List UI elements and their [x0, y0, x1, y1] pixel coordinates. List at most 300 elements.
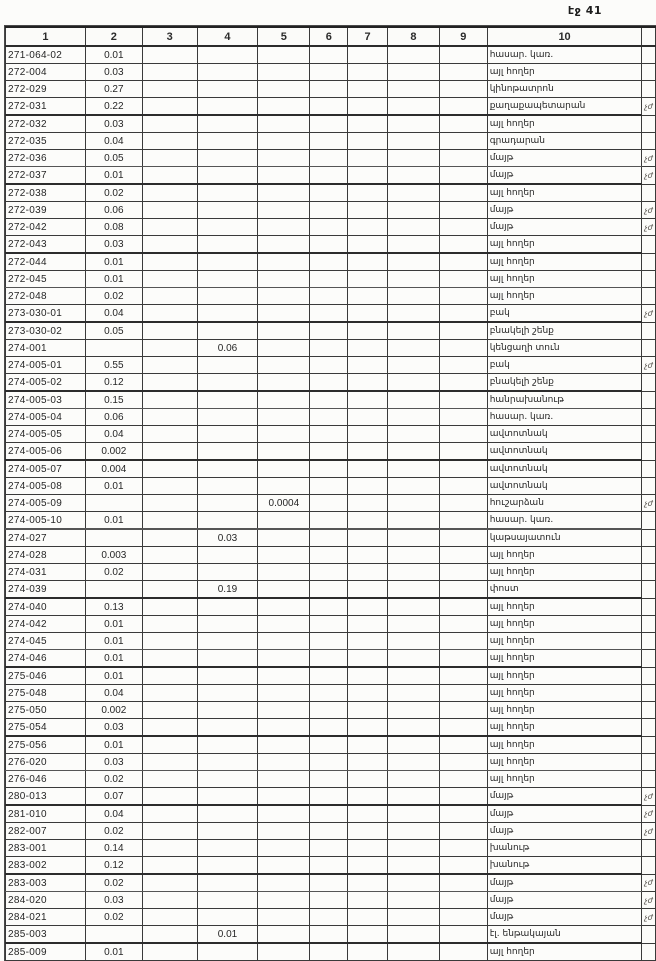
table-row — [6, 409, 656, 426]
cell-col3 — [142, 650, 197, 668]
cell-parcel-code: 274-027 — [6, 529, 86, 547]
cell-col3 — [142, 322, 197, 340]
cell-land-use: մայթ — [487, 219, 642, 236]
cell-area-col2: 0.02 — [85, 771, 142, 788]
cell-col9 — [439, 857, 487, 875]
margin-handwritten-mark: չժ — [642, 495, 656, 512]
cell-col7 — [348, 736, 388, 754]
cell-col7 — [348, 98, 388, 116]
cell-col3 — [142, 788, 197, 806]
margin-handwritten-mark — [642, 564, 656, 581]
cell-parcel-code: 271-064-02 — [6, 46, 86, 64]
cell-land-use: հանրախանութ — [487, 391, 642, 409]
cell-col6 — [310, 616, 348, 633]
cell-col8 — [388, 357, 440, 374]
cell-col9 — [439, 288, 487, 305]
cell-area-col5 — [258, 374, 310, 392]
cell-col7 — [348, 512, 388, 530]
margin-handwritten-mark — [642, 616, 656, 633]
cell-col7 — [348, 633, 388, 650]
cell-col3 — [142, 633, 197, 650]
cell-col7 — [348, 667, 388, 685]
table-row — [6, 253, 656, 271]
cell-land-use: այլ հողեր — [487, 685, 642, 702]
cell-parcel-code: 273-030-02 — [6, 322, 86, 340]
cell-col8 — [388, 305, 440, 323]
cell-area-col5 — [258, 81, 310, 98]
cell-parcel-code: 283-002 — [6, 857, 86, 875]
cell-col9 — [439, 426, 487, 443]
cell-land-use: այլ հողեր — [487, 598, 642, 616]
cell-col6 — [310, 874, 348, 892]
table-row — [6, 650, 656, 668]
cell-area-col2: 0.13 — [85, 598, 142, 616]
cell-col9 — [439, 719, 487, 737]
cell-col3 — [142, 564, 197, 581]
cell-col9 — [439, 943, 487, 961]
cell-area-col4 — [197, 46, 258, 64]
cell-parcel-code: 275-046 — [6, 667, 86, 685]
cell-area-col2 — [85, 340, 142, 357]
cell-col6 — [310, 495, 348, 512]
table-row — [6, 823, 656, 840]
table-row — [6, 874, 656, 892]
cell-col8 — [388, 736, 440, 754]
cell-area-col5 — [258, 754, 310, 771]
cell-col8 — [388, 374, 440, 392]
cell-col7 — [348, 685, 388, 702]
cell-parcel-code: 274-005-07 — [6, 460, 86, 478]
cell-col3 — [142, 115, 197, 133]
cell-area-col4 — [197, 547, 258, 564]
cell-parcel-code: 284-021 — [6, 909, 86, 926]
cell-area-col5 — [258, 305, 310, 323]
cell-col3 — [142, 909, 197, 926]
table-row — [6, 616, 656, 633]
cell-col9 — [439, 909, 487, 926]
cell-col8 — [388, 616, 440, 633]
table-row — [6, 478, 656, 495]
cell-col6 — [310, 202, 348, 219]
cell-land-use: այլ հողեր — [487, 236, 642, 254]
cell-area-col4 — [197, 460, 258, 478]
cell-area-col4 — [197, 650, 258, 668]
cell-col9 — [439, 805, 487, 823]
cell-area-col2: 0.22 — [85, 98, 142, 116]
cell-area-col4 — [197, 616, 258, 633]
cell-parcel-code: 275-048 — [6, 685, 86, 702]
cell-col9 — [439, 64, 487, 81]
table-row — [6, 150, 656, 167]
cell-area-col5 — [258, 219, 310, 236]
cell-area-col5 — [258, 253, 310, 271]
cell-col9 — [439, 46, 487, 64]
cell-col9 — [439, 495, 487, 512]
cell-area-col2: 0.01 — [85, 167, 142, 185]
margin-handwritten-mark — [642, 426, 656, 443]
cell-col6 — [310, 788, 348, 806]
margin-handwritten-mark — [642, 340, 656, 357]
cell-area-col4 — [197, 98, 258, 116]
cell-area-col2: 0.02 — [85, 909, 142, 926]
cell-col7 — [348, 874, 388, 892]
cell-col7 — [348, 719, 388, 737]
cell-area-col5 — [258, 115, 310, 133]
table-row — [6, 529, 656, 547]
table-row — [6, 81, 656, 98]
cell-area-col2: 0.06 — [85, 202, 142, 219]
cell-col8 — [388, 702, 440, 719]
cell-area-col4 — [197, 771, 258, 788]
cell-area-col5 — [258, 426, 310, 443]
cell-col9 — [439, 219, 487, 236]
cell-col6 — [310, 564, 348, 581]
cell-area-col4 — [197, 236, 258, 254]
cell-area-col2 — [85, 581, 142, 599]
cell-col7 — [348, 616, 388, 633]
cell-col3 — [142, 271, 197, 288]
cell-col3 — [142, 719, 197, 737]
cell-col8 — [388, 253, 440, 271]
cell-area-col2: 0.002 — [85, 702, 142, 719]
cell-col7 — [348, 81, 388, 98]
table-row — [6, 512, 656, 530]
cell-area-col2 — [85, 926, 142, 944]
cell-area-col2: 0.04 — [85, 133, 142, 150]
cell-col3 — [142, 374, 197, 392]
cell-col6 — [310, 167, 348, 185]
cell-col9 — [439, 754, 487, 771]
land-parcel-table — [5, 26, 656, 961]
cell-col6 — [310, 81, 348, 98]
cell-col3 — [142, 150, 197, 167]
cell-area-col4 — [197, 115, 258, 133]
cell-col9 — [439, 598, 487, 616]
cell-col7 — [348, 357, 388, 374]
cell-area-col2: 0.15 — [85, 391, 142, 409]
margin-handwritten-mark — [642, 719, 656, 737]
cell-area-col5 — [258, 512, 310, 530]
margin-handwritten-mark — [642, 529, 656, 547]
cell-col6 — [310, 340, 348, 357]
cell-col9 — [439, 667, 487, 685]
cell-col6 — [310, 98, 348, 116]
cell-parcel-code: 282-007 — [6, 823, 86, 840]
cell-land-use: բնակելի շենք — [487, 322, 642, 340]
table-row — [6, 788, 656, 806]
cell-col3 — [142, 581, 197, 599]
cell-col3 — [142, 409, 197, 426]
cell-col3 — [142, 443, 197, 461]
margin-handwritten-mark — [642, 667, 656, 685]
cell-col6 — [310, 840, 348, 857]
cell-parcel-code: 284-020 — [6, 892, 86, 909]
cell-col9 — [439, 581, 487, 599]
cell-parcel-code: 274-005-10 — [6, 512, 86, 530]
cell-area-col5 — [258, 857, 310, 875]
cell-land-use: այլ հողեր — [487, 667, 642, 685]
cell-col3 — [142, 236, 197, 254]
cell-area-col5 — [258, 564, 310, 581]
cell-col8 — [388, 771, 440, 788]
cell-col9 — [439, 926, 487, 944]
margin-handwritten-mark: չժ — [642, 150, 656, 167]
margin-handwritten-mark — [642, 46, 656, 64]
cell-col7 — [348, 322, 388, 340]
margin-handwritten-mark — [642, 391, 656, 409]
table-row — [6, 64, 656, 81]
cell-land-use: այլ հողեր — [487, 253, 642, 271]
cell-area-col5 — [258, 184, 310, 202]
cell-area-col5 — [258, 529, 310, 547]
cell-col9 — [439, 892, 487, 909]
cell-col8 — [388, 857, 440, 875]
cell-col7 — [348, 219, 388, 236]
cell-area-col4 — [197, 719, 258, 737]
cell-land-use: կաթսայատուն — [487, 529, 642, 547]
cell-col6 — [310, 547, 348, 564]
cell-land-use: մայթ — [487, 823, 642, 840]
cell-parcel-code: 272-044 — [6, 253, 86, 271]
cell-area-col2: 0.08 — [85, 219, 142, 236]
table-row — [6, 598, 656, 616]
cell-area-col2: 0.03 — [85, 236, 142, 254]
cell-col6 — [310, 512, 348, 530]
cell-area-col5 — [258, 892, 310, 909]
cell-area-col5: 0.0004 — [258, 495, 310, 512]
cell-col8 — [388, 892, 440, 909]
cell-col9 — [439, 547, 487, 564]
cell-area-col4 — [197, 391, 258, 409]
cell-col9 — [439, 874, 487, 892]
cell-area-col4 — [197, 892, 258, 909]
margin-handwritten-mark: չժ — [642, 909, 656, 926]
cell-land-use: ավտոտնակ — [487, 460, 642, 478]
cell-col7 — [348, 805, 388, 823]
cell-area-col5 — [258, 98, 310, 116]
cell-col7 — [348, 271, 388, 288]
cell-col3 — [142, 754, 197, 771]
table-row — [6, 840, 656, 857]
cell-area-col4 — [197, 598, 258, 616]
cell-land-use: խանութ — [487, 840, 642, 857]
cell-col7 — [348, 64, 388, 81]
cell-area-col5 — [258, 271, 310, 288]
cell-area-col4 — [197, 823, 258, 840]
cell-parcel-code: 281-010 — [6, 805, 86, 823]
cell-area-col5 — [258, 460, 310, 478]
cell-col8 — [388, 443, 440, 461]
cell-col6 — [310, 943, 348, 961]
cell-area-col5 — [258, 874, 310, 892]
cell-parcel-code: 272-043 — [6, 236, 86, 254]
cell-col8 — [388, 64, 440, 81]
cell-land-use: հուշարձան — [487, 495, 642, 512]
cell-area-col5 — [258, 340, 310, 357]
table-row — [6, 495, 656, 512]
cell-land-use: մայթ — [487, 909, 642, 926]
cell-col3 — [142, 98, 197, 116]
cell-parcel-code: 273-030-01 — [6, 305, 86, 323]
cell-col7 — [348, 184, 388, 202]
cell-col9 — [439, 271, 487, 288]
margin-handwritten-mark: չժ — [642, 823, 656, 840]
cell-col6 — [310, 357, 348, 374]
cell-parcel-code: 275-050 — [6, 702, 86, 719]
cell-area-col5 — [258, 478, 310, 495]
table-row — [6, 805, 656, 823]
table-row — [6, 892, 656, 909]
table-row — [6, 909, 656, 926]
cell-col7 — [348, 202, 388, 219]
table-row — [6, 943, 656, 961]
cell-parcel-code: 274-005-06 — [6, 443, 86, 461]
cell-col6 — [310, 719, 348, 737]
cell-area-col2: 0.04 — [85, 305, 142, 323]
cell-col8 — [388, 409, 440, 426]
cell-col3 — [142, 529, 197, 547]
cell-area-col2: 0.01 — [85, 633, 142, 650]
cell-col9 — [439, 81, 487, 98]
cell-area-col2: 0.02 — [85, 184, 142, 202]
cell-area-col2: 0.01 — [85, 271, 142, 288]
cell-area-col2: 0.06 — [85, 409, 142, 426]
header-row — [6, 27, 656, 46]
cell-col7 — [348, 305, 388, 323]
cell-col8 — [388, 81, 440, 98]
cell-col9 — [439, 236, 487, 254]
cell-col9 — [439, 340, 487, 357]
cell-area-col5 — [258, 702, 310, 719]
margin-handwritten-mark: չժ — [642, 305, 656, 323]
cell-area-col2: 0.01 — [85, 512, 142, 530]
cell-land-use: փոստ — [487, 581, 642, 599]
cell-area-col4 — [197, 133, 258, 150]
cell-parcel-code: 283-001 — [6, 840, 86, 857]
cell-area-col2: 0.01 — [85, 736, 142, 754]
cell-col9 — [439, 133, 487, 150]
cell-area-col5 — [258, 547, 310, 564]
cell-col6 — [310, 391, 348, 409]
cell-parcel-code: 272-031 — [6, 98, 86, 116]
cell-area-col4 — [197, 219, 258, 236]
cell-col7 — [348, 771, 388, 788]
table-header — [6, 27, 656, 46]
cell-parcel-code: 274-028 — [6, 547, 86, 564]
cell-area-col2: 0.03 — [85, 719, 142, 737]
cell-col9 — [439, 305, 487, 323]
cell-col8 — [388, 426, 440, 443]
cell-area-col2: 0.01 — [85, 943, 142, 961]
cell-area-col4 — [197, 305, 258, 323]
margin-handwritten-mark: չժ — [642, 805, 656, 823]
cell-col8 — [388, 202, 440, 219]
table-row — [6, 167, 656, 185]
table-row — [6, 581, 656, 599]
cell-col7 — [348, 236, 388, 254]
cell-col9 — [439, 98, 487, 116]
cell-col9 — [439, 322, 487, 340]
cell-area-col2: 0.12 — [85, 374, 142, 392]
cell-area-col4 — [197, 443, 258, 461]
cell-parcel-code: 272-038 — [6, 184, 86, 202]
cell-col6 — [310, 150, 348, 167]
cell-col9 — [439, 202, 487, 219]
cell-col8 — [388, 805, 440, 823]
cell-area-col4 — [197, 374, 258, 392]
cell-parcel-code: 272-042 — [6, 219, 86, 236]
cell-area-col5 — [258, 322, 310, 340]
cell-col8 — [388, 874, 440, 892]
cell-parcel-code: 274-005-09 — [6, 495, 86, 512]
cell-area-col4 — [197, 322, 258, 340]
cell-col9 — [439, 736, 487, 754]
cell-land-use: խանութ — [487, 857, 642, 875]
cell-area-col5 — [258, 805, 310, 823]
cell-col6 — [310, 805, 348, 823]
table-row — [6, 305, 656, 323]
margin-handwritten-mark: չժ — [642, 874, 656, 892]
cell-area-col5 — [258, 788, 310, 806]
cell-col7 — [348, 391, 388, 409]
cell-col6 — [310, 529, 348, 547]
table-row — [6, 754, 656, 771]
cell-col8 — [388, 495, 440, 512]
cell-area-col4 — [197, 202, 258, 219]
cell-col3 — [142, 857, 197, 875]
cell-col3 — [142, 64, 197, 81]
cell-land-use: այլ հողեր — [487, 771, 642, 788]
cell-col3 — [142, 357, 197, 374]
column-header: 7 — [348, 27, 388, 46]
cell-area-col2: 0.01 — [85, 616, 142, 633]
cell-col7 — [348, 943, 388, 961]
cell-col3 — [142, 840, 197, 857]
column-header: 6 — [310, 27, 348, 46]
cell-area-col5 — [258, 581, 310, 599]
cell-col7 — [348, 564, 388, 581]
cell-area-col4 — [197, 633, 258, 650]
table-row — [6, 374, 656, 392]
cell-parcel-code: 285-003 — [6, 926, 86, 944]
cell-area-col4 — [197, 840, 258, 857]
margin-spacer — [642, 27, 656, 46]
cell-col6 — [310, 426, 348, 443]
margin-handwritten-mark — [642, 633, 656, 650]
cell-area-col2: 0.04 — [85, 805, 142, 823]
cell-parcel-code: 275-054 — [6, 719, 86, 737]
cell-land-use: այլ հողեր — [487, 271, 642, 288]
cell-land-use: ավտոտնակ — [487, 478, 642, 495]
cell-col6 — [310, 650, 348, 668]
column-header: 8 — [388, 27, 440, 46]
cell-col6 — [310, 478, 348, 495]
cell-parcel-code: 283-003 — [6, 874, 86, 892]
cell-col8 — [388, 667, 440, 685]
margin-handwritten-mark — [642, 322, 656, 340]
cell-col8 — [388, 581, 440, 599]
cell-area-col5 — [258, 150, 310, 167]
cell-col6 — [310, 460, 348, 478]
cell-parcel-code: 272-037 — [6, 167, 86, 185]
cell-col7 — [348, 840, 388, 857]
margin-handwritten-mark — [642, 926, 656, 944]
cell-col9 — [439, 788, 487, 806]
cell-area-col4 — [197, 874, 258, 892]
cell-col9 — [439, 374, 487, 392]
cell-col8 — [388, 184, 440, 202]
cell-area-col2: 0.01 — [85, 667, 142, 685]
